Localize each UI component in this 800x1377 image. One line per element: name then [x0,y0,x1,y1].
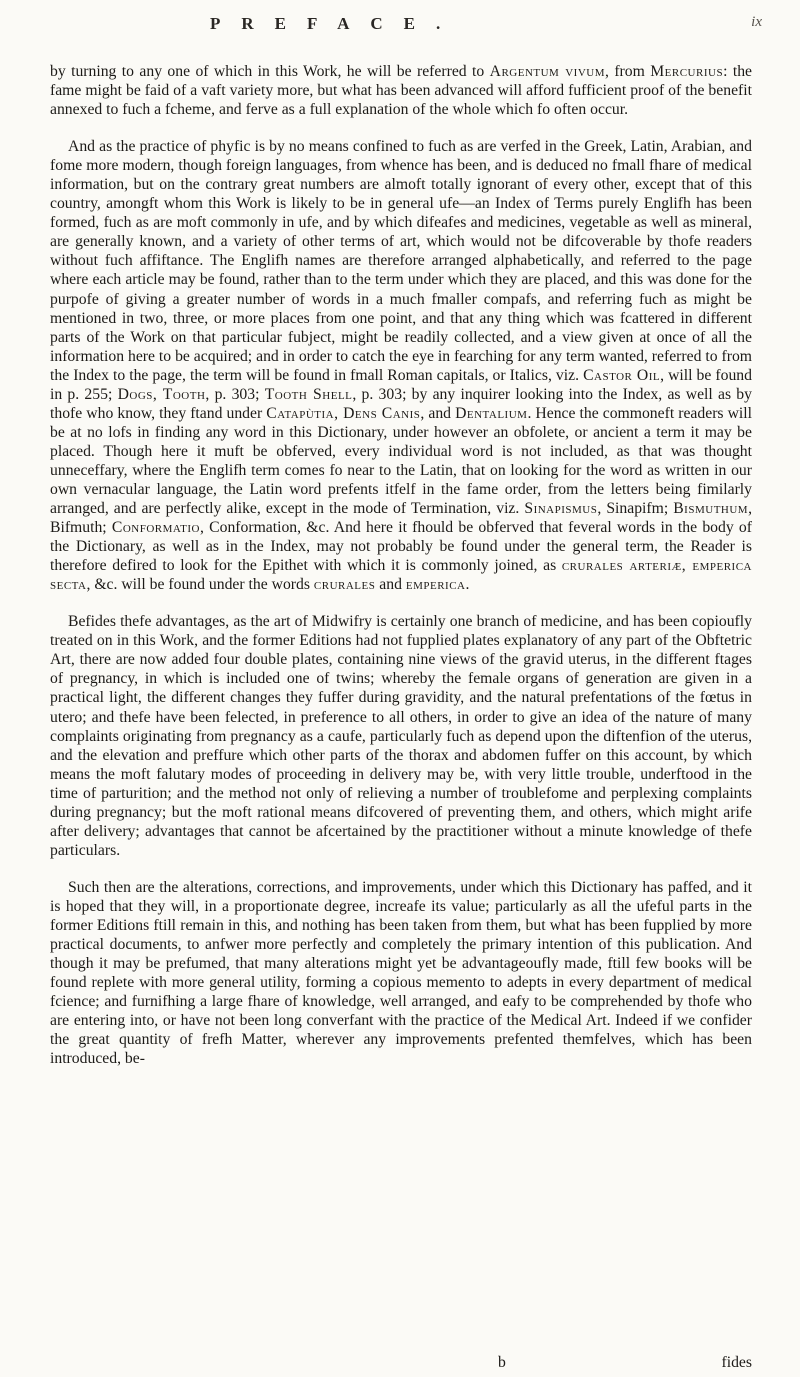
text-run: , Sinapifm; [597,500,674,518]
text-run: , Bifmuth; [50,500,752,537]
small-caps-term: Catapùtia, Dens Canis [266,404,421,422]
paragraph-2 [50,137,752,594]
catchword: fides [721,1354,752,1371]
text-run: , p. 303; [205,385,265,403]
text-run: : the fame might be faid of a vaft variety more, but what has been advanced will afford fufficient proof of the benefit annexed to fuch a fcheme, and ferve as a full explanation of the whole which fo often occur. [50,63,752,119]
text-run: , &c. will be found under the words [86,576,314,594]
small-caps-term: Mercurius [650,63,724,80]
small-caps-term: emperica [405,576,466,594]
text-run: , Conformation, &c. And here it fhould be obferved that feveral words in the body of the Dictionary, as well as in the Index, may not probably be found under the general term, the Reader is therefore defired to look for the Epithet with which it is commonly joined, as [50,519,752,575]
text-run: . Hence the commoneft readers will be at no lofs in finding any word in this Dictionary, under however an obfolete, or ancient a term it may be placed. Though here it muft be obferved, every individual word is not included, as that was thought unneceffary, where the Englifh term comes fo near to the Latin, that on looking for the word as written in our own vernacular language, the Latin word prefents itfelf in the fame order, from the letters being fimilarly arranged, and are perfectly alike, except in the mode of Termination, viz. [50,404,752,518]
small-caps-term: Dentalium [455,404,528,422]
text-run: , and [420,404,456,422]
text-run: by turning to any one of which in this Work, he will be referred to [50,63,490,80]
small-caps-term: crurales [313,576,376,594]
small-caps-term: Tooth Shell [264,385,353,403]
text-run: , from [605,63,651,80]
small-caps-term: Castor Oil [583,366,661,384]
small-caps-term: Bismuthum [673,500,749,518]
text-run: and [375,576,406,594]
small-caps-term: crurales arteriæ, emperica secta [50,557,752,594]
running-head-title: PREFACE. [210,14,462,33]
text-run: , will be found in p. 255; [50,366,752,403]
small-caps-term: Argentum vivum [489,63,606,80]
paragraph-1 [50,62,752,119]
running-head [210,14,600,34]
text-run: Befides thefe advantages, as the art of Midwifry is certainly one branch of medicine, and has been copioufly treated on in this Work, and the former Editions had not fupplied plates explanatory of any part of the Obftetric Art, there are now added four double plates, containing nine views of the gravid uterus, in the different ftages of pregnancy, in which is included one of twins; whereby the female organs of generation are given in a practical light, the different changes they fuffer during gravidity, and the natural prefentations of the fœtus in utero; and thefe have been felected, in preference to all others, in order to give an idea of the nature of many complaints originating from pregnancy as a caufe, particularly fuch as depend upon the diftenfion of the uterus, and the elevation and preffure which other parts of the thorax and abdomen fuffer on this account, by which means the moft falutary modes of proceeding in delivery may be, with very little trouble, underftood in the time of parturition; and the method not only of relieving a number of troublefome and perplexing complaints during pregnancy; but the moft rational means difcovered of preventing them, and others, which might arife after delivery; advantages that cannot be afcertained by the practitioner without a minute knowledge of thefe particulars. [50,613,752,859]
text-run: And as the practice of phyfic is by no means confined to fuch as are verfed in the Greek, Latin, Arabian, and fome more modern, though foreign languages, from whence has been, and is deduced no fmall fhare of medical information, but on the contrary great numbers are almoft totally ignorant of every other, except that of this country, amongft whom this Work is likely to be in general ufe—an Index of Terms purely Englifh has been formed, fuch as are moft commonly in ufe, and by which difeafes and medicines, vegetable as well as mineral, are generally known, and a variety of other terms of art, which would not be difcoverable by thofe readers without fuch affiftance. The Englifh names are therefore arranged alphabetically, and referred to the page where each article may be found, rather than to the term under which they are placed, and this was done for the purpofe of giving a greater number of words in a much fmaller compafs, and referring fuch as might be mentioned in two, three, or more places from one point, and that any thing which was fcattered in different parts of the Work on that particular fubject, might be readily collected, and a view given at once of all the information here to be acquired; and in order to catch the eye in fearching for any term wanted, referred to from the Index to the page, the term will be found in fmall Roman capitals, or Italics, viz. [50,138,752,384]
signature-mark: b [498,1354,506,1371]
paragraph-4 [50,878,752,1068]
small-caps-term: Sinapismus [524,500,598,518]
body-text [50,62,752,1086]
paragraph-3 [50,612,752,860]
small-caps-term: Dogs, Tooth [117,385,206,403]
small-caps-term: Conformatio [111,519,200,537]
text-run: Such then are the alterations, corrections, and improvements, under which this Dictionary has paffed, and it is hoped that they will, in a proportionate degree, increafe its value; particularly as all the ufeful parts in the former Editions ftill remain in this, and nothing has been taken from them, but what has been fupplied by more practical documents, to anfwer more perfectly and completely the primary intention of this publication. And though it may be prefumed, that many alterations might yet be advantageoufly made, ftill few books will be found replete with more general utility, forming a copious memento to adepts in every department of medical fcience; and furnifhing a large fhare of knowledge, well arranged, and eafy to be comprehended by thofe who are entering into, or have not been long converfant with the practice of the Medical Art. Indeed if we confider the great quantity of frefh Matter, wherever any improvements prefented themfelves, which has been introduced, be- [50,878,752,1068]
page-number: ix [751,14,762,30]
text-run: , p. 303; by any inquirer looking into the Index, as well as by thofe who know, they ftand under [50,385,752,422]
text-run: . [465,576,470,594]
